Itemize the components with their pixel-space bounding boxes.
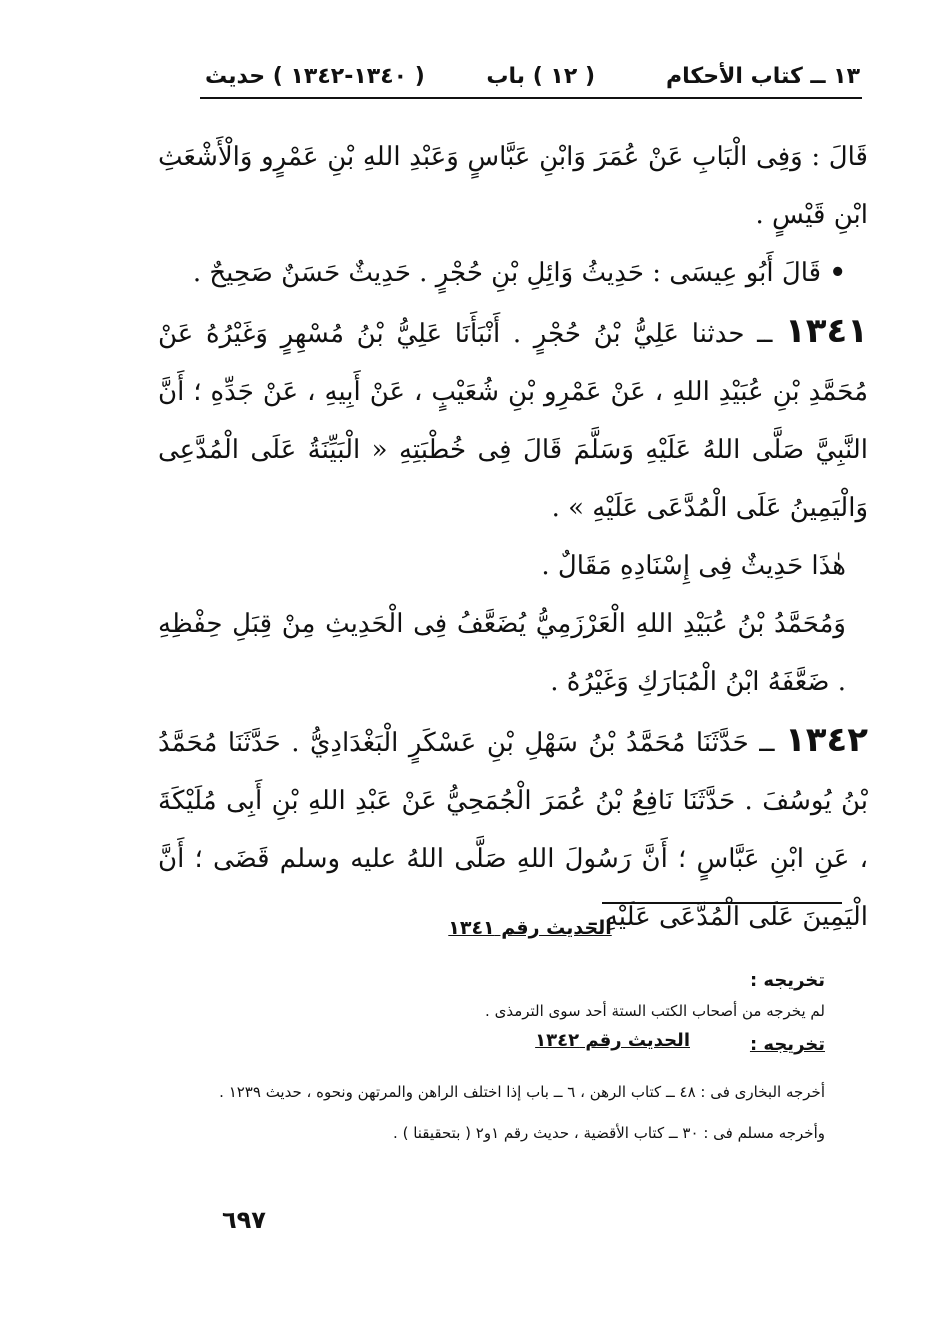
footnotes xyxy=(175,910,825,1148)
paragraph-chapter-note: قَالَ : وَفِى الْبَابِ عَنْ عُمَرَ وَابْنِ عَبَّاسٍ وَعَبْدِ اللهِ بْنِ عَمْرٍو وَالْأَشْعَثِ ابْنِ قَيْسٍ . xyxy=(158,142,868,230)
paragraph-arzami: وَمُحَمَّدُ بْنُ عُبَيْدِ اللهِ الْعَرْزَمِيُّ يُضَعَّفُ فِى الْحَدِيثِ مِنْ قِبَلِ حِفْظِهِ . ضَعَّفَهُ ابْنُ الْمُبَارَكِ وَغَيْرُهُ . xyxy=(158,609,846,697)
paragraph-isnad: هٰذَا حَدِيثٌ فِى إِسْنَادِهِ مَقَالٌ . xyxy=(541,551,846,581)
footnote-text-muslim: وأخرجه مسلم فى : ٣٠ ــ كتاب الأقضية ، حديث رقم ١و٢ ( بتحقيقنا ) . xyxy=(393,1124,825,1142)
hadith-number-1342: ١٣٤٢ xyxy=(784,720,868,760)
footnote-label-takhrij-2: تخريجه : xyxy=(749,1034,825,1055)
footnote-label-takhrij-1: تخريجه : xyxy=(749,970,825,991)
paragraph-abu-isa xyxy=(158,244,868,302)
page-number: ٦٩٧ xyxy=(222,1206,266,1234)
hadith-1341 xyxy=(158,302,868,537)
hadith-text-1341: ــ حدثنا عَلِيُّ بْنُ حُجْرٍ . أَنْبَأَنَا عَلِيُّ بْنُ مُسْهِرٍ وَغَيْرُهُ عَنْ مُحَمَّدِ بْنِ عُبَيْدِ اللهِ ، عَنْ عَمْرِو بْنِ شُعَيْبٍ ، عَنْ أَبِيهِ ، عَنْ جَدِّهِ ؛ أَنَّ النَّبِيَّ صَلَّى اللهُ عَلَيْهِ وَسَلَّمَ قَالَ فِى خُطْبَتِهِ « الْبَيِّنَةُ عَلَى الْمُدَّعِى وَالْيَمِينُ عَلَى الْمُدَّعَى عَلَيْهِ » . xyxy=(158,319,868,523)
footnote-heading-1341: الحديث رقم ١٣٤١ xyxy=(448,917,612,939)
footnote-heading-1342: الحديث رقم ١٣٤٢ xyxy=(535,1030,690,1051)
header-hadith-range: ( ١٣٤٠-١٣٤٢ ) حديث xyxy=(205,64,425,89)
hadith-text-1342: ــ حَدَّثَنَا مُحَمَّدُ بْنُ سَهْلِ بْنِ عَسْكَرٍ الْبَغْدَادِيُّ . حَدَّثَنَا مُحَمَّدُ بْنُ يُوسُفَ . حَدَّثَنَا نَافِعُ بْنُ عُمَرَ الْجُمَحِيُّ عَنْ عَبْدِ اللهِ بْنِ أَبِى مُلَيْكَةَ ، عَنِ ابْنِ عَبَّاسٍ ؛ أَنَّ رَسُولَ اللهِ صَلَّى اللهُ عليه وسلم قَضَى ؛ أَنَّ الْيَمِينَ عَلَى الْمُدَّعَى عَلَيْهِ ـ xyxy=(158,728,868,932)
footnote-row-1342 xyxy=(175,1026,825,1066)
footnote-text-bukhari: أخرجه البخارى فى : ٤٨ ــ كتاب الرهن ، ٦ ــ باب إذا اختلف الراهن والمرتهن ونحوه ، حديث ١٢٣٩ . xyxy=(219,1083,825,1101)
paragraph-abu-isa-text: قَالَ أَبُو عِيسَى : حَدِيثُ وَائِلِ بْنِ حُجْرٍ . حَدِيثٌ حَسَنٌ صَحِيحٌ . xyxy=(192,258,822,288)
header-rule xyxy=(200,97,862,99)
footnote-rule xyxy=(602,902,842,904)
main-text xyxy=(158,128,868,946)
header-chapter: ١٣ ــ كتاب الأحكام xyxy=(666,64,860,89)
hadith-number-1341: ١٣٤١ xyxy=(784,311,868,351)
header-section: ( ١٢ ) باب xyxy=(486,64,595,89)
bullet-mark: • xyxy=(829,258,846,288)
running-header xyxy=(200,50,860,94)
footnote-text-1341: لم يخرجه من أصحاب الكتب الستة أحد سوى الترمذى . xyxy=(485,1002,825,1020)
